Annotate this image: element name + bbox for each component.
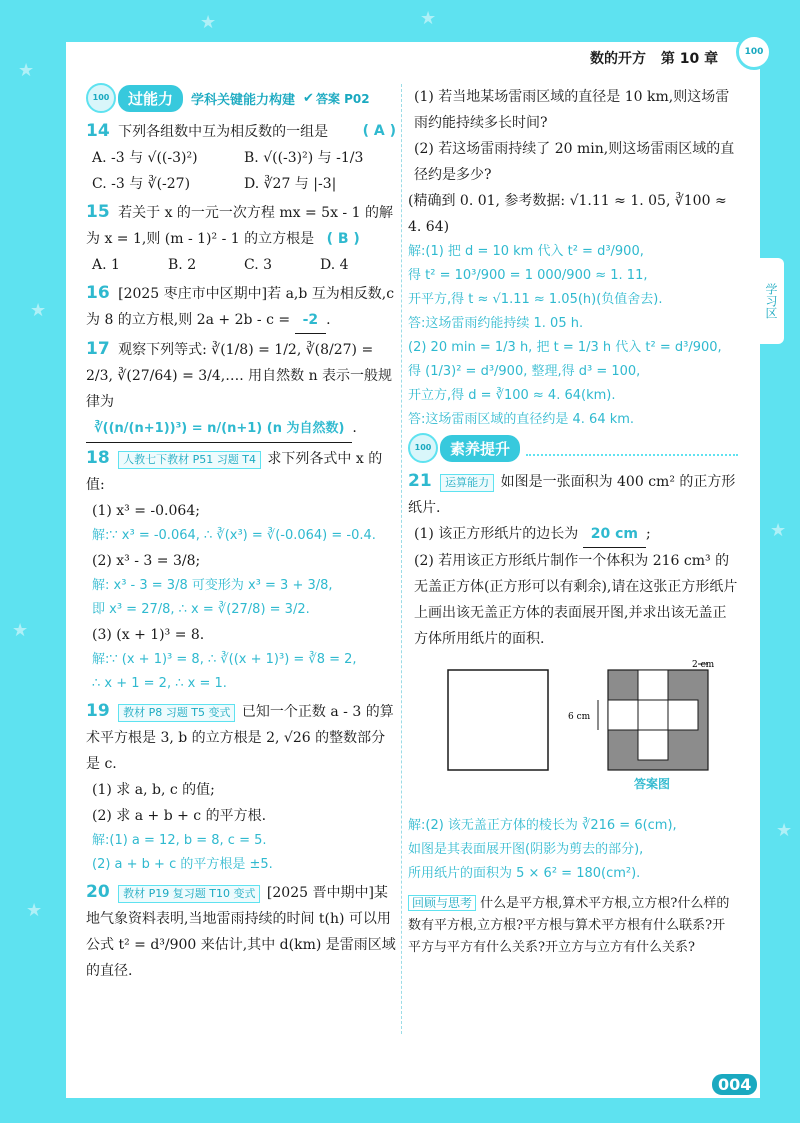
plain-square (448, 670, 548, 770)
solution-line: (2) 20 min = 1/3 h, 把 t = 1/3 h 代入 t² = d³/900, (408, 340, 722, 355)
solution-line: 解: x³ - 3 = 3/8 可变形为 x³ = 3 + 3/8, (92, 578, 333, 593)
solution-line: 解:(2) 该无盖正方体的棱长为 ∛216 = 6(cm), (408, 818, 677, 833)
option-d: D. ∛27 与 |-3| (244, 176, 337, 192)
solution-line: 如图是其表面展开图(阴影为剪去的部分), (408, 842, 644, 857)
section-title: 过能力 (118, 85, 183, 112)
question-15 (86, 199, 396, 278)
part-2: (2) 若这场雷雨持续了 20 min,则这场雷雨区域的直径约是多少? (414, 141, 735, 183)
question-21: 21 运算能力 如图是一张面积为 400 cm² 的正方形纸片. (1) 该正方形纸片的边长为 20 cm ; (2) 若用该正方形纸片制作一个体积为 216 cm³ 的无盖正方体(正方形可以有剩余),请在这张正方形纸片上画出该无盖正方体的表面展开图,并求出该无盖正方体所用纸片的面积. 2 cm 6 cm 答案图 解:(2) 该无盖正方体的棱长为 ∛216 = 6(cm), 如图是其表面展开图(阴影为剪去的部分), 所用纸片的面积为 5 × 6² = 180(cm²). (408, 468, 738, 886)
solution-line: 开平方,得 t ≈ √1.11 ≈ 1.05(h)(负值舍去). (408, 292, 663, 307)
chapter-number: 第 10 章 (660, 51, 719, 67)
star-decoration: ★ (776, 820, 793, 841)
solution-line: 解:(1) a = 12, b = 8, c = 5. (92, 833, 267, 848)
answer-blank: -2 (295, 307, 327, 334)
solution-line: 解:∵ (x + 1)³ = 8, ∴ ∛((x + 1)³) = ∛8 = 2, (92, 652, 357, 667)
section-title: 素养提升 (440, 435, 520, 462)
question-number: 21 (408, 471, 432, 491)
question-number: 17 (86, 339, 110, 359)
footer-series: 七数人教版 下册教案分册 (660, 1075, 708, 1094)
source-tag: 教材 P8 习题 T5 变式 (118, 704, 235, 722)
solution-line: 答:这场雷雨区域的直径约是 4. 64 km. (408, 412, 635, 427)
part-2: (2) x³ - 3 = 3/8; (92, 553, 201, 569)
star-decoration: ★ (770, 520, 787, 541)
question-stem: 如图是一张面积为 400 cm² 的正方形纸片. (408, 474, 736, 516)
net-square (598, 664, 708, 770)
question-17: 17 观察下列等式: ∛(1/8) = 1/2, ∛(8/27) = 2/3, ∛(27/64) = 3/4,…. 用自然数 n 表示一般规律为 ∛((n/(n+1))³) = n/(n+1) (n 为自然数) . (86, 336, 396, 443)
question-number: 18 (86, 448, 110, 468)
question-20 (86, 879, 396, 984)
left-column (86, 84, 396, 986)
option-b: B. 2 (168, 257, 197, 273)
solution-line: 解:∵ x³ = -0.064, ∴ ∛(x³) = ∛(-0.064) = -0.4. (92, 528, 376, 543)
solution-line: (2) a + b + c 的平方根是 ±5. (92, 857, 273, 872)
section-divider (526, 440, 738, 456)
question-number: 19 (86, 701, 110, 721)
solution-line: 得 (1/3)² = d³/900, 整理,得 d³ = 100, (408, 364, 641, 379)
source-tag: 教材 P19 复习题 T10 变式 (118, 885, 260, 903)
section-header-ability (86, 84, 396, 112)
mascot-icon: 100 (86, 83, 116, 113)
reflection-tag: 回顾与思考 (408, 895, 476, 911)
mascot-icon: 100 (408, 433, 438, 463)
solution-line: 开立方,得 d = ∛100 ≈ 4. 64(km). (408, 388, 616, 403)
source-tag: 人教七下教材 P51 习题 T4 (118, 451, 261, 469)
ability-tag: 运算能力 (440, 474, 494, 492)
section-header-literacy (408, 434, 738, 462)
part-1: (1) 若当地某场雷雨区域的直径是 10 km,则这场雷雨约能持续多长时间? (414, 89, 730, 131)
solution-line: 解:(1) 把 d = 10 km 代入 t² = d³/900, (408, 244, 644, 259)
solution-line: 所用纸片的面积为 5 × 6² = 180(cm²). (408, 866, 641, 881)
question-number: 15 (86, 202, 110, 222)
part-1: (1) 该正方形纸片的边长为 (414, 526, 579, 542)
square-paper-figure (408, 658, 738, 808)
part-2: (2) 若用该正方形纸片制作一个体积为 216 cm³ 的无盖正方体(正方形可以有剩余),请在这张正方形纸片上画出该无盖正方体的表面展开图,并求出该无盖正方体所用纸片的面积. (414, 553, 738, 647)
question-19 (86, 698, 396, 877)
option-b: B. √((-3)²) 与 -1/3 (244, 150, 364, 166)
part-1: (1) x³ = -0.064; (92, 503, 200, 519)
option-list (86, 145, 396, 197)
solution-line: 答:这场雷雨约能持续 1. 05 h. (408, 316, 584, 331)
option-c: C. 3 (244, 257, 273, 273)
part-2: (2) 求 a + b + c 的平方根. (92, 808, 267, 824)
part-3: (3) (x + 1)³ = 8. (92, 627, 205, 643)
option-a: A. 1 (92, 257, 120, 273)
question-stem: 已知一个正数 a - 3 的算术平方根是 3, b 的立方根是 2, √26 的整数部分是 c. (86, 704, 394, 772)
solution-line: 得 t² = 10³/900 = 1 000/900 ≈ 1. 11, (408, 268, 648, 283)
right-column (408, 84, 738, 959)
badge-100-icon: 100 (736, 34, 772, 70)
answer-blank: ∛((n/(n+1))³) = n/(n+1) (n 为自然数) (86, 416, 352, 443)
solution-line: ∴ x + 1 = 2, ∴ x = 1. (92, 676, 227, 691)
star-decoration: ★ (12, 620, 29, 641)
question-stem: 求下列各式中 x 的值: (86, 451, 383, 493)
option-list (86, 252, 396, 278)
question-stem: 若关于 x 的一元一次方程 mx = 5x - 1 的解为 x = 1,则 (m - 1)² - 1 的立方根是 (86, 205, 393, 247)
part-1: (1) 求 a, b, c 的值; (92, 782, 215, 798)
question-20-continued (408, 84, 738, 432)
question-number: 14 (86, 121, 110, 141)
side-tab-study-area[interactable]: 学习区 (758, 258, 784, 344)
section-subtitle: 学科关键能力构建 (191, 92, 296, 108)
page-number: 004 (712, 1074, 757, 1095)
solution-line: 即 x³ = 27/8, ∴ x = ∛(27/8) = 3/2. (92, 602, 310, 617)
question-stem: [2025 晋中期中]某地气象资料表明,当地雷雨持续的时间 t(h) 可以用公式 t² = d³/900 来估计,其中 d(km) 是雷雨区域的直径. (86, 885, 396, 979)
star-decoration: ★ (200, 12, 217, 33)
check-icon: ✔ (303, 90, 314, 106)
question-18 (86, 445, 396, 696)
question-stem: 观察下列等式: ∛(1/8) = 1/2, ∛(8/27) = 2/3, ∛(27/64) = 3/4,…. 用自然数 n 表示一般规律为 (86, 342, 393, 410)
question-stem: 下列各组数中互为相反数的一组是 (118, 124, 329, 140)
page-footer (660, 1074, 757, 1095)
option-d: D. 4 (320, 257, 349, 273)
label-6cm: 6 cm (568, 712, 591, 722)
question-14 (86, 118, 396, 197)
chapter-title: 数的开方 (590, 51, 646, 67)
question-number: 20 (86, 882, 110, 902)
question-stem: [2025 枣庄市中区期中]若 a,b 互为相反数,c 为 8 的立方根,则 2a + 2b - c = (86, 286, 395, 328)
question-number: 16 (86, 283, 110, 303)
reflection-text: 什么是平方根,算术平方根,立方根?什么样的数有平方根,立方根?平方根与算术平方根有什么联系?开平方与平方有什么关系?开立方与立方有什么关系? (408, 896, 730, 955)
star-decoration: ★ (18, 60, 35, 81)
question-16: 16 [2025 枣庄市中区期中]若 a,b 互为相反数,c 为 8 的立方根,则 2a + 2b - c = -2 . (86, 280, 396, 334)
reflection-box (408, 892, 738, 959)
option-c: C. -3 与 ∛(-27) (92, 176, 191, 192)
option-a: A. -3 与 √((-3)²) (92, 150, 198, 166)
question-answer: ( A ) (362, 123, 396, 139)
question-answer: ( B ) (326, 231, 360, 247)
label-2cm: 2 cm (692, 660, 715, 670)
answer-page-ref: 答案 P02 (315, 91, 370, 106)
reference-note: (精确到 0. 01, 参考数据: √1.11 ≈ 1. 05, ∛100 ≈ 4. 64) (408, 193, 727, 235)
figure-caption: 答案图 (634, 777, 671, 791)
figure-area (408, 658, 738, 808)
column-divider (401, 84, 402, 1034)
answer-blank: 20 cm (583, 521, 646, 548)
star-decoration: ★ (30, 300, 47, 321)
star-decoration: ★ (420, 8, 437, 29)
star-decoration: ★ (26, 900, 43, 921)
